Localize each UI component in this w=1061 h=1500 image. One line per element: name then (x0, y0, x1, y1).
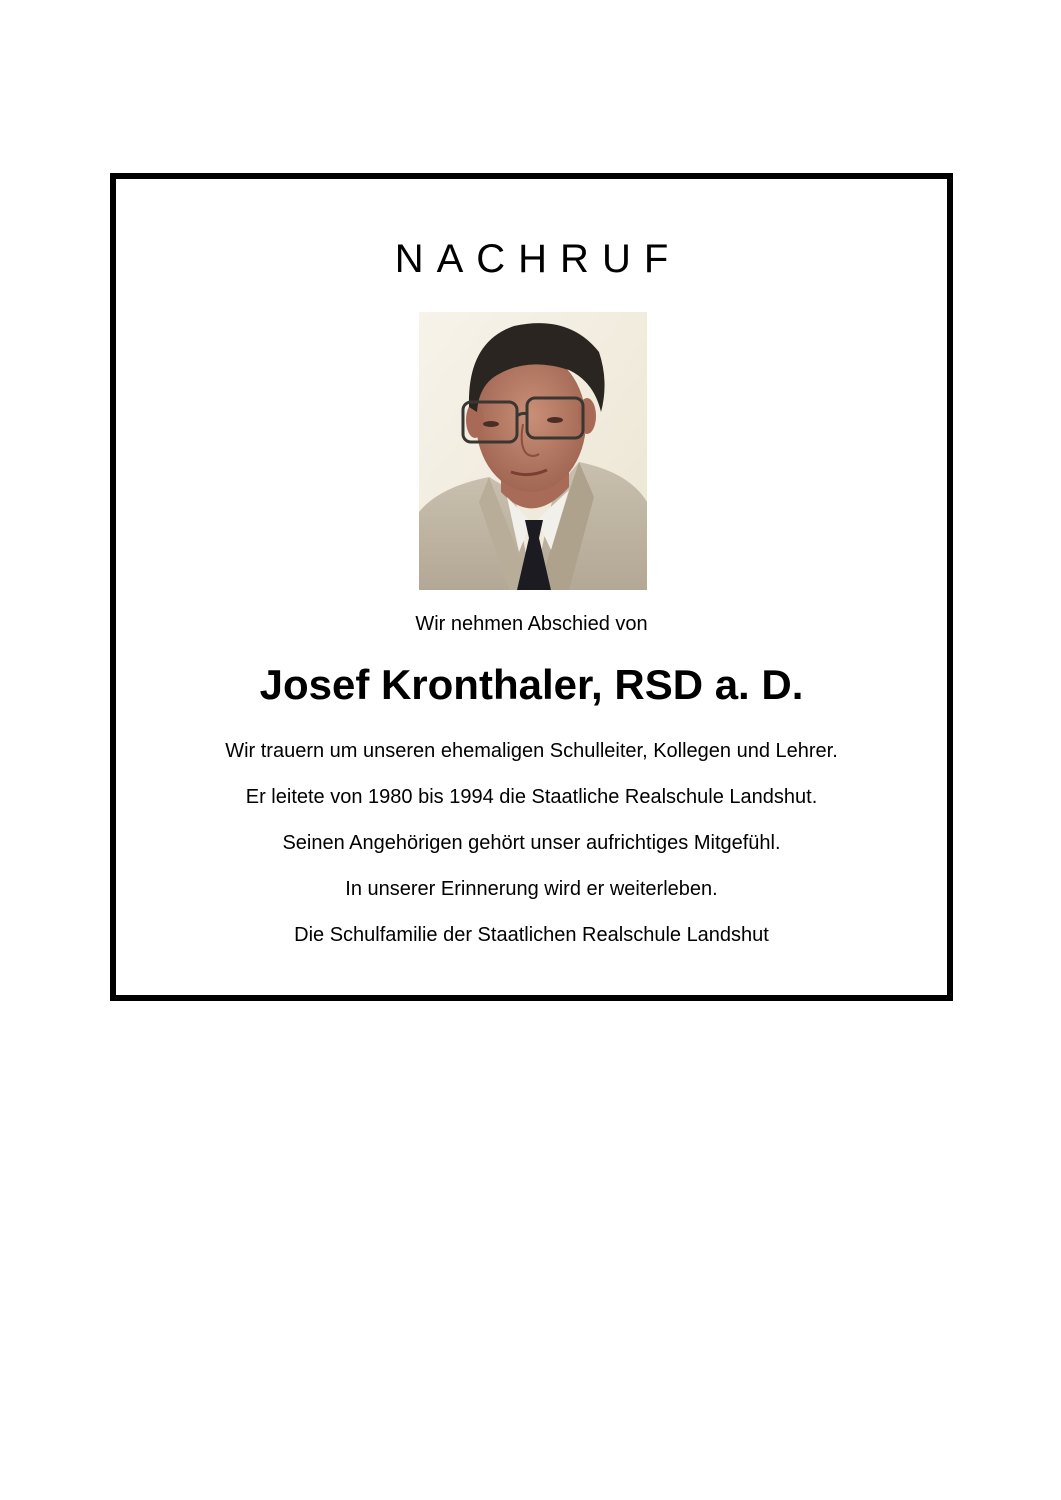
signature-line: Die Schulfamilie der Staatlichen Realschule Landshut (294, 924, 769, 946)
page-title: NACHRUF (394, 237, 682, 281)
deceased-name: Josef Kronthaler, RSD a. D. (259, 661, 804, 708)
obituary-frame (110, 173, 953, 1001)
farewell-intro: Wir nehmen Abschied von (415, 613, 648, 635)
text-line: In unserer Erinnerung wird er weiterleben. (345, 878, 718, 900)
text-line: Seinen Angehörigen gehört unser aufrichtiges Mitgefühl. (282, 832, 781, 854)
text-line: Wir trauern um unseren ehemaligen Schulleiter, Kollegen und Lehrer. (225, 740, 838, 762)
text-line: Er leitete von 1980 bis 1994 die Staatliche Realschule Landshut. (245, 786, 818, 808)
portrait-photo (419, 312, 647, 590)
